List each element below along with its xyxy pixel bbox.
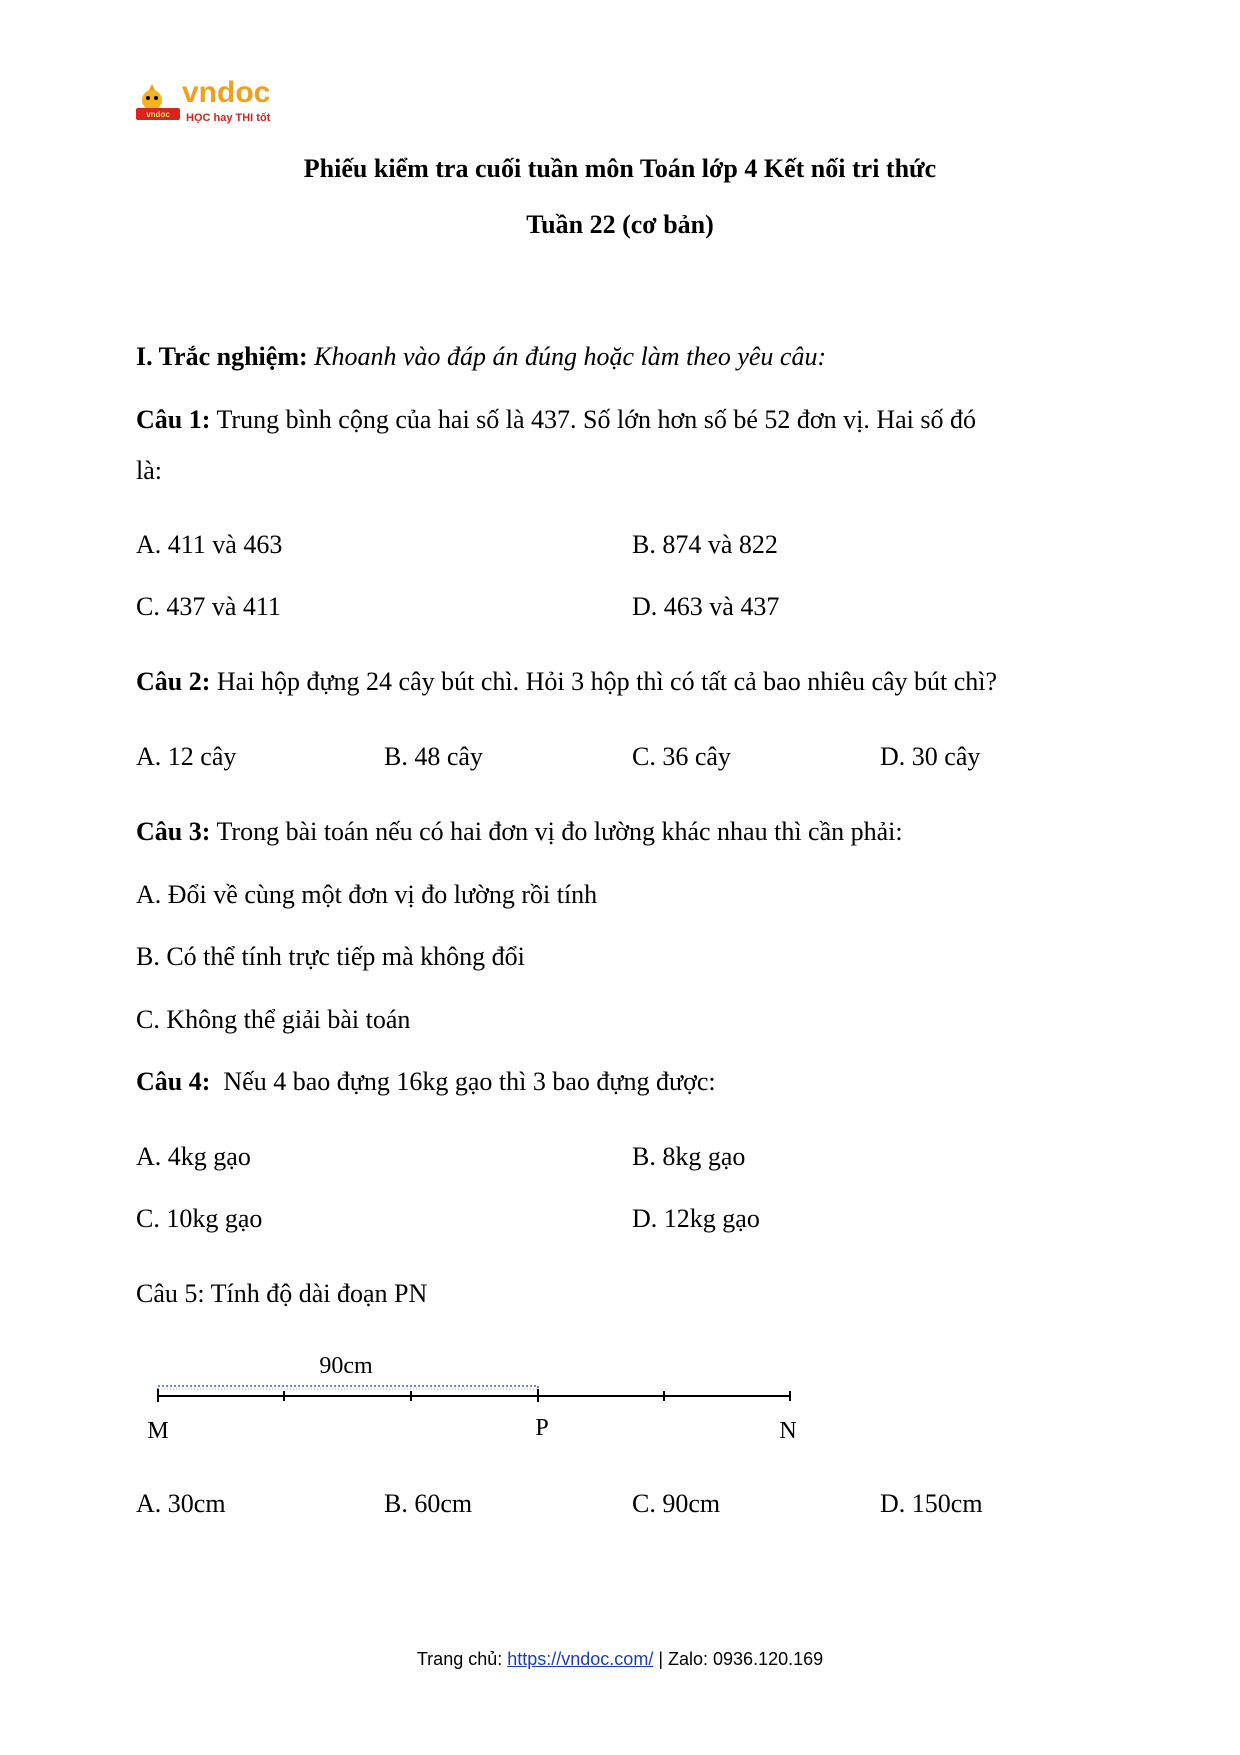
question-5-text: Câu 5: Tính độ dài đoạn PN	[136, 1279, 428, 1308]
segment-bracket	[158, 1386, 538, 1394]
question-1-option-d[interactable]: D. 463 và 437	[632, 592, 780, 621]
section-instruction: Khoanh vào đáp án đúng hoặc làm theo yêu câu:	[314, 342, 827, 371]
logo-tagline: HỌC hay THI tốt	[186, 112, 271, 124]
question-1-text: Trung bình cộng của hai số là 437. Số lớn hơn số bé 52 đơn vị. Hai số đó	[216, 405, 977, 434]
vndoc-logo	[136, 74, 296, 128]
question-5-option-c[interactable]: C. 90cm	[632, 1489, 721, 1518]
segment-length-label: 90cm	[319, 1353, 373, 1379]
question-1-option-b[interactable]: B. 874 và 822	[632, 530, 778, 559]
segment-diagram-svg	[136, 1340, 836, 1460]
question-1-option-c[interactable]: C. 437 và 411	[136, 592, 281, 621]
footer-zalo: | Zalo: 0936.120.169	[653, 1649, 824, 1669]
point-p-label: P	[535, 1415, 549, 1441]
question-2-label: Câu 2:	[136, 667, 211, 696]
question-5-option-d[interactable]: D. 150cm	[880, 1489, 983, 1518]
question-3-option-b[interactable]: B. Có thể tính trực tiếp mà không đổi	[136, 942, 525, 971]
logo-mascot-shape	[142, 90, 162, 110]
question-4	[136, 1066, 716, 1098]
question-2-option-c[interactable]: C. 36 cây	[632, 742, 731, 771]
question-2-text: Hai hộp đựng 24 cây bút chì. Hỏi 3 hộp thì có tất cả bao nhiêu cây bút chì?	[216, 667, 998, 696]
question-2-option-d[interactable]: D. 30 cây	[880, 742, 981, 771]
question-2-option-b[interactable]: B. 48 cây	[384, 742, 483, 771]
point-m-label: M	[147, 1418, 169, 1444]
question-3-text: Trong bài toán nếu có hai đơn vị đo lường khác nhau thì cần phải:	[216, 817, 903, 846]
question-2	[136, 666, 997, 698]
segment-diagram	[136, 1340, 836, 1460]
question-5-option-a[interactable]: A. 30cm	[136, 1489, 226, 1518]
question-1-label: Câu 1:	[136, 405, 211, 434]
question-1	[136, 404, 976, 436]
page-subtitle: Tuần 22 (cơ bản)	[526, 210, 714, 239]
logo-badge-text: vndoc	[146, 110, 170, 119]
question-3-label: Câu 3:	[136, 817, 211, 846]
logo-brand-text: vndoc	[182, 76, 271, 109]
question-4-label: Câu 4:	[136, 1067, 211, 1096]
footer-prefix: Trang chủ:	[416, 1649, 508, 1669]
footer-home-link[interactable]: https://vndoc.com/	[507, 1649, 654, 1669]
vndoc-logo-graphic	[136, 74, 296, 128]
question-3-option-c[interactable]: C. Không thể giải bài toán	[136, 1005, 411, 1034]
question-4-option-d[interactable]: D. 12kg gạo	[632, 1204, 760, 1233]
section-label: I. Trắc nghiệm:	[136, 342, 308, 371]
question-1-option-a[interactable]: A. 411 và 463	[136, 530, 283, 559]
page-footer	[0, 1649, 1240, 1670]
question-4-text: Nếu 4 bao đựng 16kg gạo thì 3 bao đựng được:	[223, 1067, 716, 1096]
question-4-option-a[interactable]: A. 4kg gạo	[136, 1142, 251, 1171]
page-title: Phiếu kiểm tra cuối tuần môn Toán lớp 4 Kết nối tri thức	[303, 154, 937, 183]
question-4-option-c[interactable]: C. 10kg gạo	[136, 1204, 263, 1233]
question-4-option-b[interactable]: B. 8kg gạo	[632, 1142, 746, 1171]
question-1-text-continued: là:	[136, 456, 162, 485]
question-5-option-b[interactable]: B. 60cm	[384, 1489, 473, 1518]
question-3-option-a[interactable]: A. Đổi về cùng một đơn vị đo lường rồi tính	[136, 880, 598, 909]
section-heading	[136, 341, 826, 373]
point-n-label: N	[779, 1418, 797, 1444]
question-3	[136, 816, 903, 848]
question-2-option-a[interactable]: A. 12 cây	[136, 742, 237, 771]
